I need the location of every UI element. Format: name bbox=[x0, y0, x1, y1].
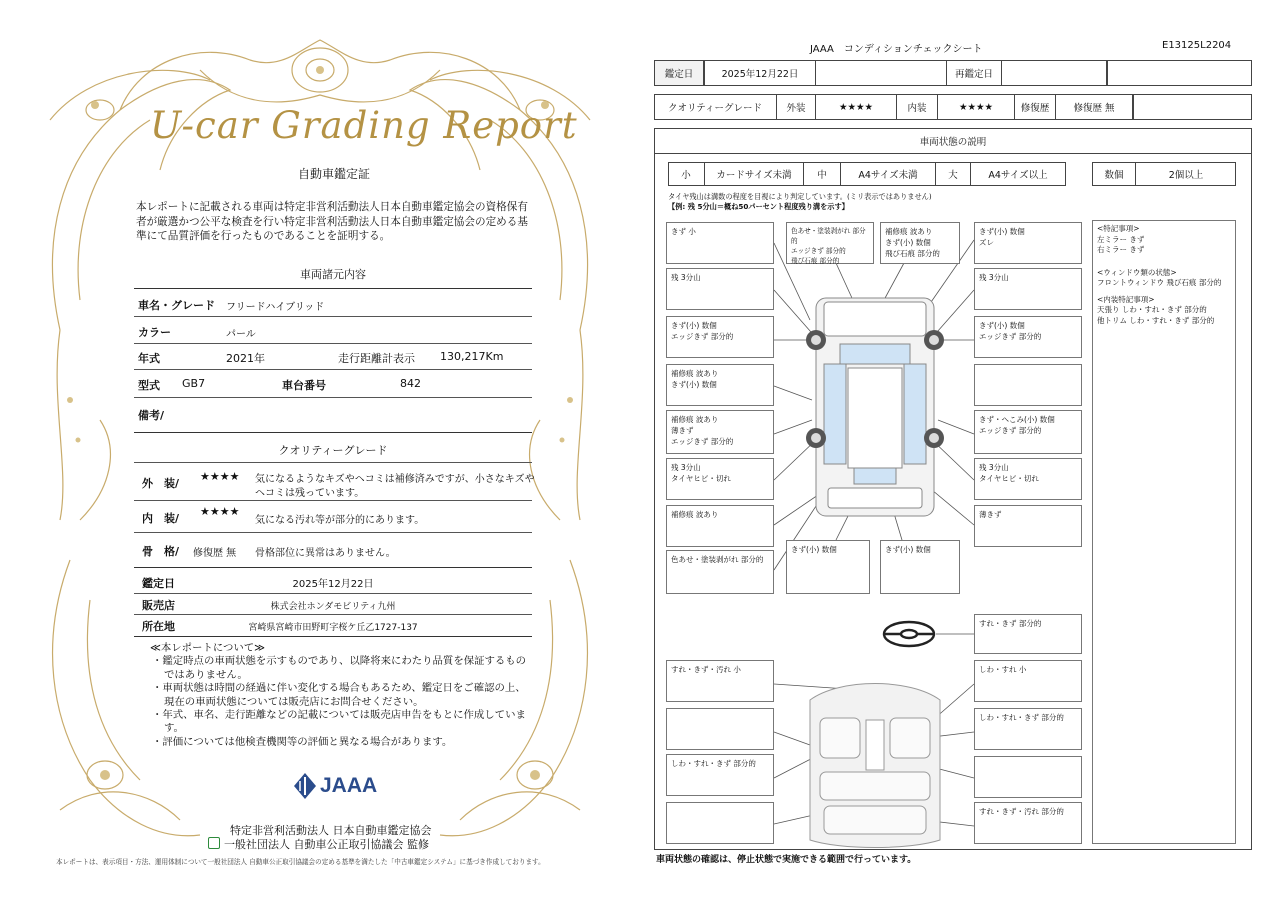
size-mid-desc: A4サイズ未満 bbox=[858, 170, 918, 181]
org-name-1: 特定非営利活動法人 日本自動車鑑定協会 bbox=[230, 824, 432, 837]
interior-stars: ★★★★ bbox=[200, 505, 240, 518]
sheet-title: JAAA コンディションチェックシート bbox=[810, 44, 983, 55]
specs-heading: 車両諸元内容 bbox=[300, 268, 366, 281]
divider bbox=[134, 614, 532, 615]
special-item: 右ミラー きず bbox=[1097, 245, 1145, 254]
tire-box: 残 3分山 タイヤヒビ・切れ bbox=[974, 458, 1082, 500]
special-title: <特記事項> bbox=[1097, 224, 1140, 233]
report-notes bbox=[150, 642, 530, 749]
remarks-content bbox=[1097, 224, 1221, 326]
divider bbox=[134, 500, 532, 501]
interior-box: すれ・きず・汚れ 小 bbox=[666, 660, 774, 702]
condition-check-sheet bbox=[640, 0, 1280, 905]
exterior-desc-line-2: ヘコミは残っています。 bbox=[255, 488, 365, 499]
interior-box bbox=[666, 708, 774, 750]
logo-text: JAAA bbox=[320, 774, 378, 797]
jaaa-emblem-icon bbox=[292, 772, 318, 800]
color-label: カラー bbox=[138, 326, 171, 339]
color-value: パール bbox=[226, 329, 256, 340]
exterior-stars: ★★★★ bbox=[838, 101, 874, 113]
divider bbox=[134, 567, 532, 568]
frame-label: 骨 格/ bbox=[142, 545, 180, 558]
tire-box: 残 3分山 タイヤヒビ・切れ bbox=[666, 458, 774, 500]
special-item: 左ミラー きず bbox=[1097, 234, 1145, 244]
chassis-value: 842 bbox=[400, 377, 421, 390]
interior-top-view bbox=[810, 684, 940, 848]
note-item: ・車両状態は時間の経過に伴い変化する場合もあるため、鑑定日をご確認の上、現在の車両状態については販売店にお問合せください。 bbox=[152, 682, 526, 708]
inspection-date-label: 鑑定日 bbox=[142, 577, 175, 590]
car-name-label: 車名・グレード bbox=[138, 299, 215, 312]
size-small: 小 bbox=[681, 170, 691, 181]
notes-title: ≪本レポートについて≫ bbox=[150, 642, 266, 654]
interior-stars: ★★★★ bbox=[958, 101, 994, 113]
note-item: ・評価については他検査機関等の評価と異なる場合があります。 bbox=[152, 735, 453, 748]
jaaa-logo bbox=[292, 772, 382, 800]
tire-note-1: タイヤ残山は溝数の程度を目視により判定しています。(ミリ表示ではありません) bbox=[668, 192, 932, 201]
interior-box: すれ・きず・汚れ 部分的 bbox=[974, 802, 1082, 844]
org-name-2 bbox=[208, 836, 429, 852]
divider bbox=[134, 397, 532, 398]
interior-box: しわ・すれ 小 bbox=[974, 660, 1082, 702]
interior-box bbox=[666, 802, 774, 844]
model-label: 型式 bbox=[138, 379, 160, 392]
size-large: 大 bbox=[948, 170, 958, 181]
divider bbox=[134, 532, 532, 533]
interior-special-title: <内装特記事項> bbox=[1097, 294, 1155, 304]
size-mid: 中 bbox=[817, 170, 827, 181]
divider bbox=[134, 462, 532, 463]
damage-box: きず(小) 数個 bbox=[880, 540, 960, 594]
mileage-label: 走行距離計表示 bbox=[338, 352, 415, 365]
exterior-label: 外 装/ bbox=[142, 477, 180, 490]
certificate-subtitle: 自動車鑑定証 bbox=[298, 167, 371, 181]
damage-box: 補修痕 波あり 薄きず エッジきず 部分的 bbox=[666, 410, 774, 454]
repair-label: 修復歴 bbox=[1020, 103, 1050, 114]
certificate-title: U-car Grading Report bbox=[150, 104, 578, 147]
car-name-value: フリードハイブリッド bbox=[226, 302, 325, 313]
date-value: 2025年12月22日 bbox=[721, 69, 799, 80]
count-desc: 2個以上 bbox=[1168, 170, 1204, 181]
interior-box: しわ・すれ・きず 部分的 bbox=[974, 708, 1082, 750]
remarks-label: 備考/ bbox=[138, 409, 165, 422]
divider bbox=[134, 432, 532, 433]
model-value: GB7 bbox=[182, 377, 206, 390]
damage-box: 薄きず bbox=[974, 505, 1082, 547]
note-item: ・年式、車名、走行距離などの記載については販売店申告をもとに作成しています。 bbox=[152, 709, 526, 735]
reinspect-label: 再鑑定日 bbox=[954, 69, 993, 80]
grade-heading: クオリティーグレード bbox=[278, 444, 388, 457]
certificate-intro: 本レポートに記載される車両は特定非営利活動法人日本自動車鑑定協会の資格保有者が厳選かつ公平な検査を行い特定非営利活動法人日本自動車鑑定協会の定める基準にて品質評価を行ったものであることを証明する。 bbox=[136, 201, 528, 242]
chassis-label: 車台番号 bbox=[282, 379, 326, 392]
year-value: 2021年 bbox=[226, 352, 265, 365]
damage-box: 色あせ・塗装剥がれ 部分的 エッジきず 部分的 飛び石痕 部分的 bbox=[786, 222, 874, 264]
exterior-label: 外装 bbox=[786, 103, 806, 114]
address-label: 所在地 bbox=[142, 620, 175, 633]
dealer-value: 株式会社ホンダモビリティ九州 bbox=[270, 602, 396, 612]
size-large-desc: A4サイズ以上 bbox=[988, 170, 1048, 181]
interior-desc: 気になる汚れ等が部分的にあります。 bbox=[255, 515, 425, 526]
exterior-desc-line-1: 気になるようなキズやヘコミは補修済みですが、小さなキズや bbox=[255, 474, 535, 485]
date-label: 鑑定日 bbox=[664, 69, 694, 80]
frame-desc: 骨格部位に異常はありません。 bbox=[255, 548, 396, 559]
grade-label: クオリティーグレード bbox=[667, 103, 763, 114]
damage-box: きず(小) 数個 エッジきず 部分的 bbox=[666, 316, 774, 358]
divider bbox=[134, 343, 532, 344]
divider bbox=[134, 636, 532, 637]
sheet-code: E13125L2204 bbox=[1162, 40, 1232, 51]
interior-box bbox=[974, 756, 1082, 798]
divider bbox=[134, 288, 532, 289]
damage-box: 補修痕 波あり きず(小) 数個 bbox=[666, 364, 774, 406]
repair-value: 修復歴 無 bbox=[1073, 103, 1115, 114]
org-name-2-text: 一般社団法人 自動車公正取引協議会 監修 bbox=[224, 838, 429, 851]
count-label: 数個 bbox=[1104, 170, 1124, 181]
size-small-desc: カードサイズ未満 bbox=[716, 170, 792, 181]
interior-label: 内装 bbox=[907, 103, 927, 114]
damage-box: きず 小 bbox=[666, 222, 774, 264]
note-item: ・鑑定時点の車両状態を示すものであり、以降将来にわたり品質を保証するものではありません。 bbox=[152, 655, 527, 681]
fair-trade-icon bbox=[208, 837, 220, 849]
exterior-stars: ★★★★ bbox=[200, 470, 240, 483]
damage-box: きず(小) 数個 ズレ bbox=[974, 222, 1082, 264]
address-value: 宮崎県宮崎市田野町字桜ケ丘乙1727-137 bbox=[248, 623, 418, 633]
interior-label: 内 装/ bbox=[142, 512, 180, 525]
interior-box: すれ・きず 部分的 bbox=[974, 614, 1082, 654]
interior-box: しわ・すれ・きず 部分的 bbox=[666, 754, 774, 796]
window-title: <ウィンドウ類の状態> bbox=[1097, 267, 1177, 277]
divider bbox=[134, 369, 532, 370]
frame-value: 修復歴 無 bbox=[193, 548, 237, 559]
damage-box bbox=[974, 364, 1082, 406]
sheet-footer: 車両状態の確認は、停止状態で実施できる範囲で行っています。 bbox=[656, 855, 917, 865]
damage-box: 補修痕 波あり きず(小) 数個 飛び石痕 部分的 bbox=[880, 222, 960, 264]
window-item: フロントウィンドウ 飛び石痕 部分的 bbox=[1097, 278, 1222, 287]
section-title: 車両状態の説明 bbox=[919, 137, 987, 148]
certificate-footer: 本レポートは、表示項目・方法、運用体制について一般社団法人 自動車公正取引協議会の定める基準を満たした「中古車鑑定システム」に基づき作成しております。 bbox=[56, 858, 545, 866]
tire-note-2: 【例: 残 5分山＝概ね50パーセント程度残り溝を示す】 bbox=[668, 202, 849, 211]
divider bbox=[134, 593, 532, 594]
damage-box: 色あせ・塗装剥がれ 部分的 bbox=[666, 550, 774, 594]
year-label: 年式 bbox=[138, 352, 160, 365]
tire-box: 残 3分山 bbox=[666, 268, 774, 310]
inspection-date-value: 2025年12月22日 bbox=[292, 579, 374, 590]
car-top-view bbox=[816, 298, 934, 516]
damage-box: きず・へこみ(小) 数個 エッジきず 部分的 bbox=[974, 410, 1082, 454]
mileage-value: 130,217Km bbox=[440, 350, 504, 363]
interior-special-item: 他トリム しわ・すれ・きず 部分的 bbox=[1097, 315, 1215, 325]
damage-box: きず(小) 数個 bbox=[786, 540, 870, 594]
divider bbox=[134, 316, 532, 317]
dealer-label: 販売店 bbox=[142, 599, 175, 612]
steering-wheel-icon bbox=[884, 622, 934, 646]
interior-special-item: 天張り しわ・すれ・きず 部分的 bbox=[1097, 305, 1207, 314]
tire-box: 残 3分山 bbox=[974, 268, 1082, 310]
damage-box: きず(小) 数個 エッジきず 部分的 bbox=[974, 316, 1082, 358]
damage-box: 補修痕 波あり bbox=[666, 505, 774, 547]
